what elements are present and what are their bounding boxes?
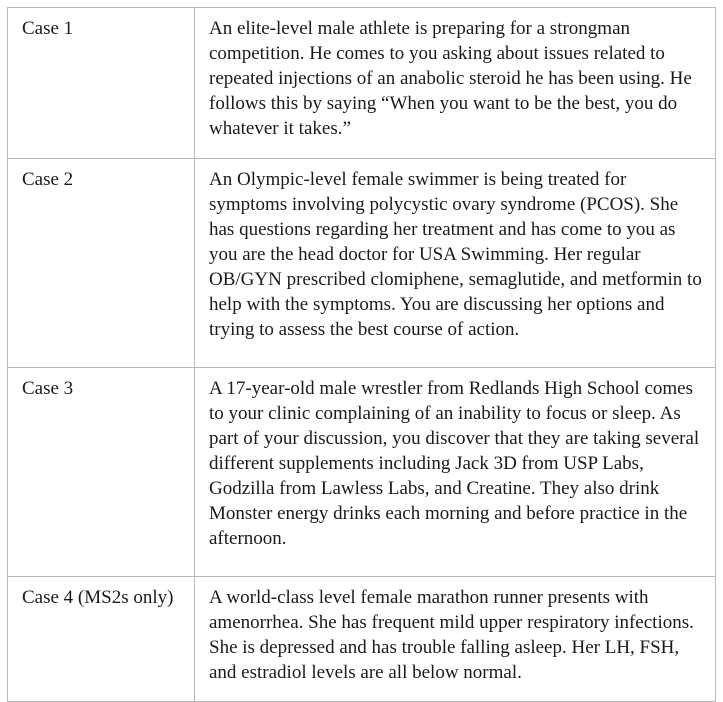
case-label: Case 4 (MS2s only)	[8, 577, 195, 702]
table-row	[8, 159, 716, 368]
case-description: An elite-level male athlete is preparing for a strongman competition. He comes to you asking about issues related to repeated injections of an anabolic steroid he has been using. He follows this by saying “When you want to be the best, you do whatever it takes.”	[195, 8, 716, 159]
case-label: Case 3	[8, 368, 195, 577]
case-label: Case 1	[8, 8, 195, 159]
table-row	[8, 368, 716, 577]
case-description: A world-class level female marathon runner presents with amenorrhea. She has frequent mild upper respiratory infections. She is depressed and has trouble falling asleep. Her LH, FSH, and estradiol levels are all below normal.	[195, 577, 716, 702]
table-row	[8, 577, 716, 702]
case-description: A 17-year-old male wrestler from Redlands High School comes to your clinic complaining of an inability to focus or sleep. As part of your discussion, you discover that they are taking several different supplements including Jack 3D from USP Labs, Godzilla from Lawless Labs, and Creatine. They also drink Monster energy drinks each morning and before practice in the afternoon.	[195, 368, 716, 577]
case-label: Case 2	[8, 159, 195, 368]
cases-table	[7, 7, 716, 702]
table-row	[8, 8, 716, 159]
case-description: An Olympic-level female swimmer is being treated for symptoms involving polycystic ovary syndrome (PCOS). She has questions regarding her treatment and has come to you as you are the head doctor for USA Swimming. Her regular OB/GYN prescribed clomiphene, semaglutide, and metformin to help with the symptoms. You are discussing her options and trying to assess the best course of action.	[195, 159, 716, 368]
